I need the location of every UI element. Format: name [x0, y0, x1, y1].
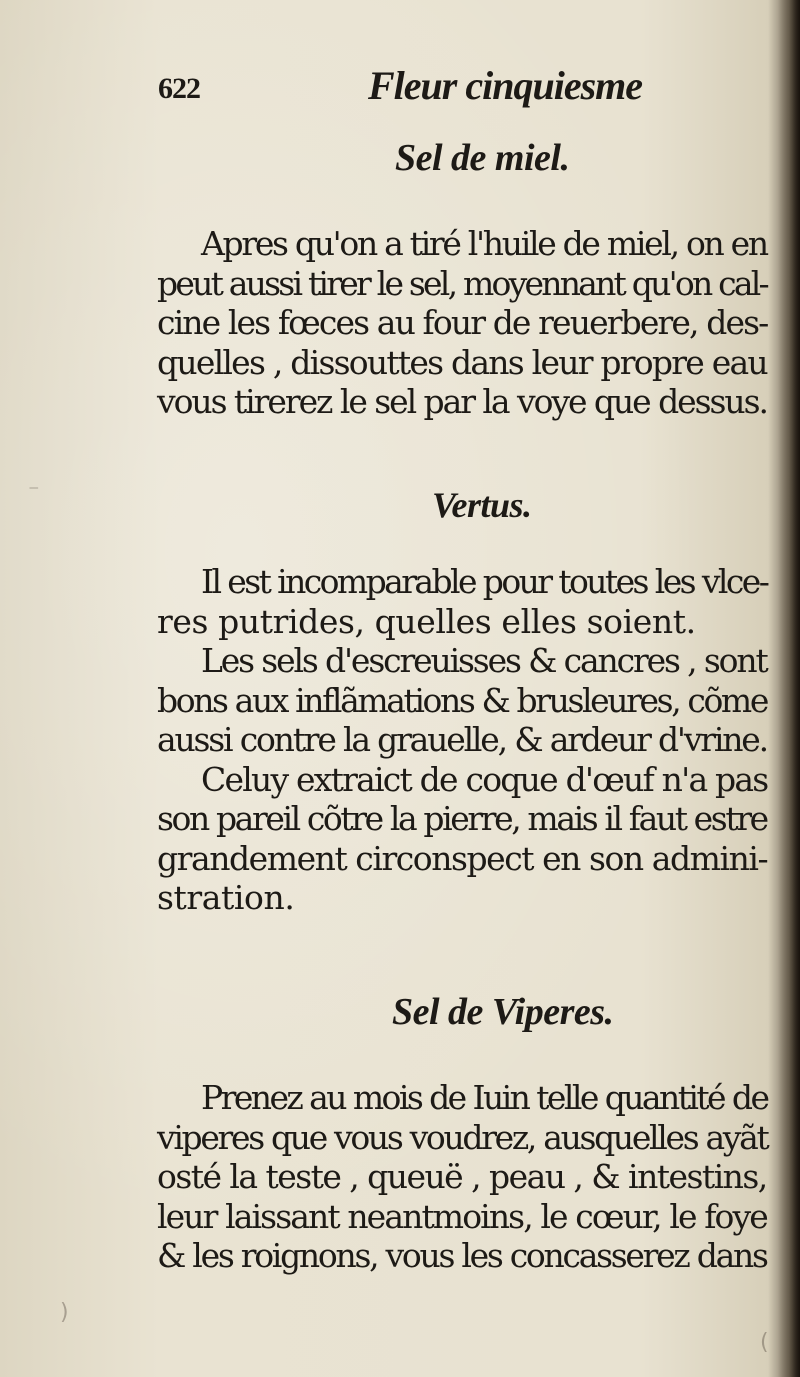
paragraph-vertus — [157, 562, 767, 918]
section-title-sel-de-viperes: Sel de Viperes. — [392, 991, 614, 1033]
text-line: aussi contre la grauelle, & ardeur d'vrine. — [157, 720, 767, 759]
text-line: Il est incomparable pour toutes les vlce- — [201, 562, 768, 601]
text-line: grandement circonspect en son admini- — [157, 838, 768, 878]
text-line: son pareil cõtre la pierre, mais il faut estre — [157, 799, 767, 838]
text-line: & les roignons, vous les concasserez dans — [157, 1236, 767, 1275]
text-line: vous tirerez le sel par la voye que dessus. — [157, 382, 767, 421]
text-line: viperes que vous voudrez, ausquelles ayãt — [157, 1117, 768, 1157]
paragraph-sel-de-miel — [157, 224, 767, 422]
text-line: res putrides, quelles elles soient. — [157, 601, 696, 641]
text-line: Celuy extraict de coque d'œuf n'a pas — [201, 759, 768, 799]
text-line: bons aux inflãmations & brusleures, cõme — [157, 680, 767, 720]
show-through-mark: ) — [60, 1300, 69, 1325]
text-line: Les sels d'escreuisses & cancres , sont — [201, 641, 767, 680]
text-line: Prenez au mois de Iuin telle quantité de — [201, 1078, 768, 1117]
text-line: cine les fœces au four de reuerbere, des- — [157, 303, 768, 342]
text-line: peut aussi tirer le sel, moyennant qu'on cal- — [157, 263, 767, 303]
section-title-vertus: Vertus. — [432, 485, 532, 525]
show-through-mark: ( — [760, 1330, 769, 1355]
text-line: stration. — [157, 878, 295, 917]
page-number: 622 — [158, 72, 200, 105]
page-edge-shadow — [778, 0, 800, 1377]
text-line: Apres qu'on a tiré l'huile de miel, on en — [201, 224, 767, 263]
running-head: Fleur cinquiesme — [368, 63, 643, 108]
text-line: quelles , dissouttes dans leur propre eau — [157, 342, 767, 382]
show-through-mark: ⁻ — [28, 480, 40, 505]
text-line: leur laissant neantmoins, le cœur, le foye — [157, 1196, 767, 1236]
text-line: osté la teste , queuë , peau , & intestins, — [157, 1157, 767, 1196]
paragraph-sel-de-viperes — [157, 1078, 767, 1276]
page-header — [0, 42, 800, 108]
section-title-sel-de-miel: Sel de miel. — [395, 137, 570, 179]
